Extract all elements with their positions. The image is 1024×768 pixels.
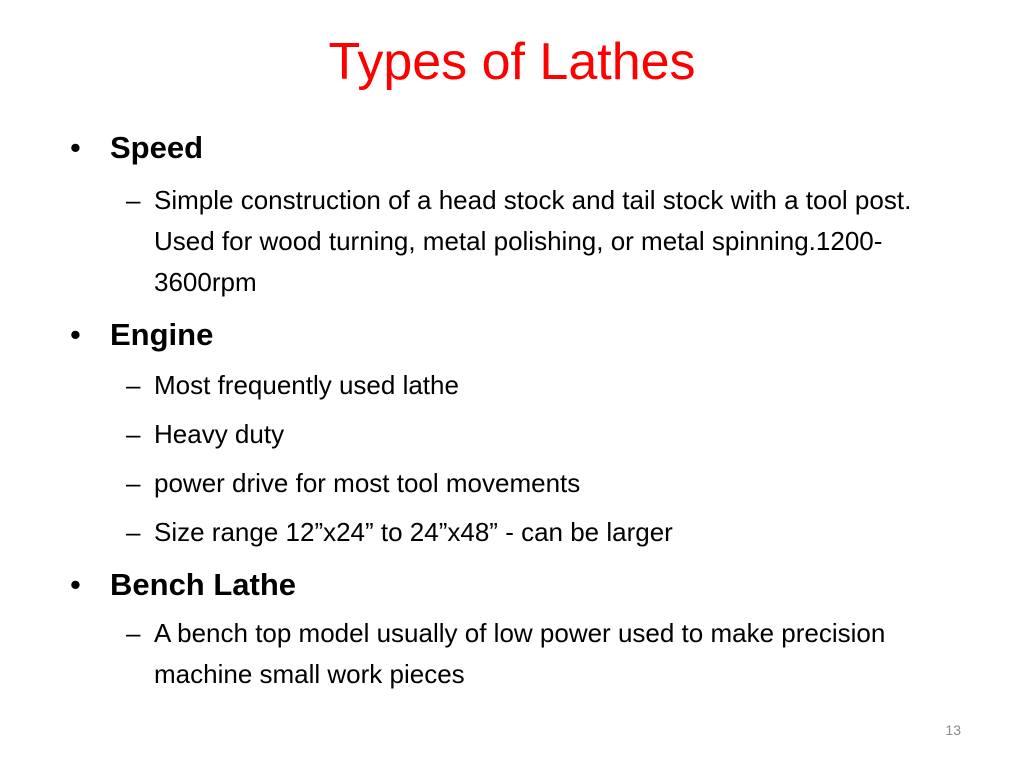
slide-content: [70, 126, 950, 695]
page-number: 13: [945, 722, 961, 738]
bullet-icon: •: [70, 130, 81, 165]
dash-icon: –: [126, 517, 141, 547]
sub-item-text: A bench top model usually of low power used to make precision machine small work pieces: [154, 618, 886, 689]
sub-item: [70, 463, 950, 504]
sub-item-text: Most frequently used lathe: [154, 370, 459, 400]
sub-item-text: Size range 12”x24” to 24”x48” - can be larger: [154, 517, 673, 547]
dash-icon: –: [126, 185, 141, 215]
sub-list-speed: [70, 180, 950, 303]
sub-item: [70, 613, 950, 695]
bullet-heading-engine: Engine: [110, 317, 214, 352]
bullet-item-speed: [70, 126, 950, 303]
sub-list-engine: [70, 365, 950, 553]
dash-icon: –: [126, 370, 141, 400]
sub-item: [70, 180, 950, 303]
sub-item-text: Simple construction of a head stock and tail stock with a tool post. Used for wood turning, metal polishing, or metal spinning.1200-3600rpm: [154, 185, 912, 297]
bullet-heading-speed: Speed: [110, 130, 204, 165]
sub-item: [70, 365, 950, 406]
bullet-item-engine: [70, 313, 950, 553]
dash-icon: –: [126, 419, 141, 449]
dash-icon: –: [126, 618, 141, 648]
sub-item-text: Heavy duty: [154, 419, 285, 449]
bullet-item-bench-lathe: [70, 563, 950, 695]
bullet-icon: •: [70, 317, 81, 352]
dash-icon: –: [126, 468, 141, 498]
slide-title: Types of Lathes: [328, 33, 696, 91]
sub-item-text: power drive for most tool movements: [154, 468, 581, 498]
bullet-icon: •: [70, 567, 81, 602]
bullet-heading-bench-lathe: Bench Lathe: [110, 567, 297, 602]
sub-list-bench-lathe: [70, 613, 950, 695]
sub-item: [70, 414, 950, 455]
sub-item: [70, 512, 950, 553]
